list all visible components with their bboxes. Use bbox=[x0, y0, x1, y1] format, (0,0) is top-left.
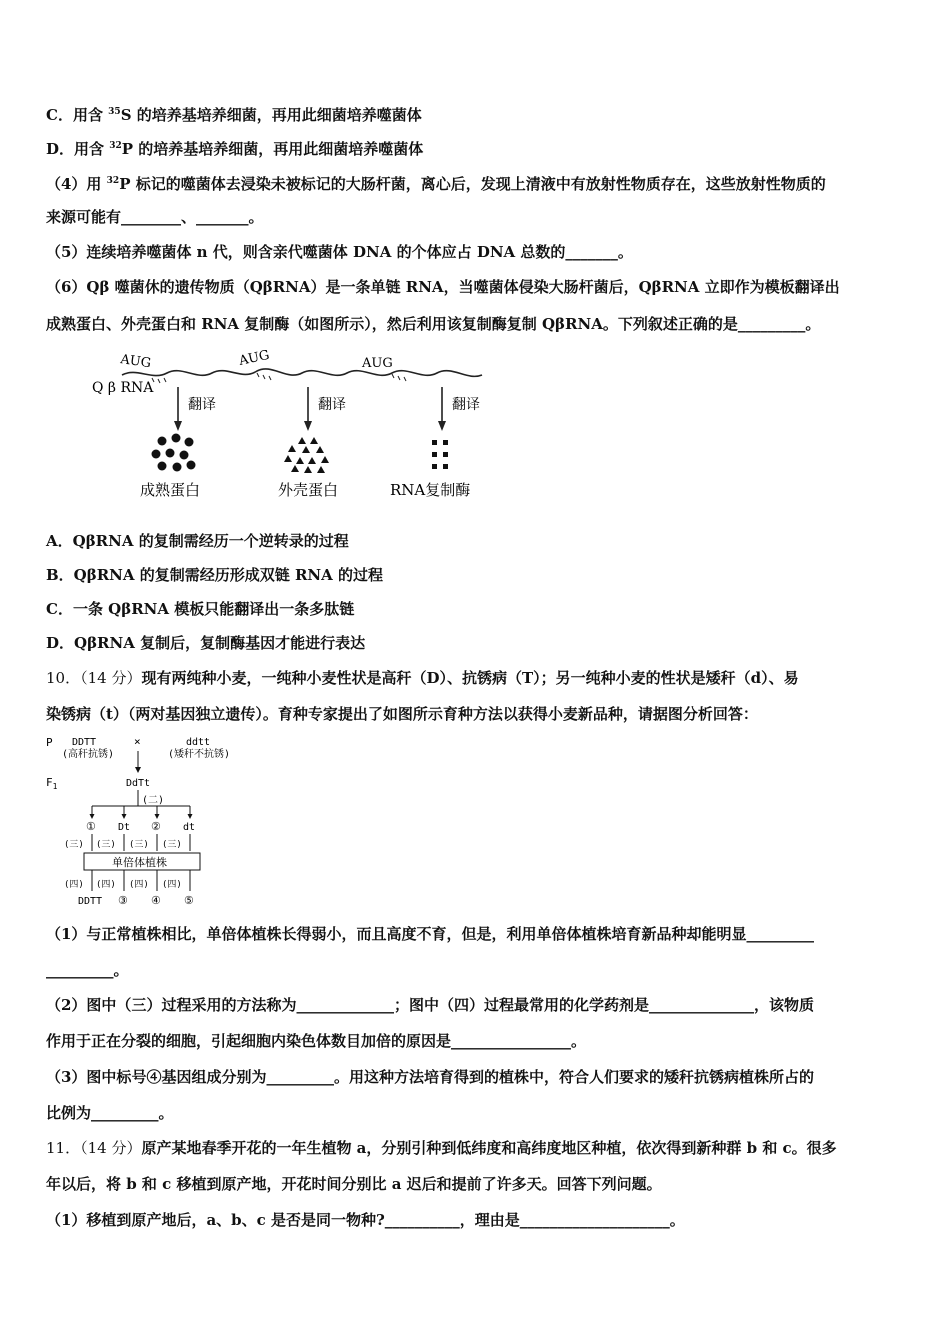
arrow-head-icon bbox=[174, 421, 182, 431]
question-11-line1 bbox=[46, 1137, 837, 1159]
qbeta-rna-label: Q β RNA bbox=[92, 380, 154, 396]
coat-protein-triangles bbox=[284, 437, 329, 473]
codon-label-2: AUG bbox=[237, 347, 271, 369]
step-4-label: (四) bbox=[96, 880, 116, 890]
parent2-desc: (矮秆不抗锈) bbox=[168, 749, 231, 760]
arrow-head-icon bbox=[304, 421, 312, 431]
result-2: ③ bbox=[118, 894, 128, 907]
translate-label-2: 翻译 bbox=[318, 397, 346, 413]
isotope-superscript: 35 bbox=[108, 107, 121, 117]
step-4-label: (四) bbox=[64, 880, 84, 890]
arrow-head-icon bbox=[90, 814, 193, 819]
subquestion-4-pre: （4）用 bbox=[46, 175, 107, 193]
product-coat-protein: 外壳蛋白 bbox=[278, 481, 339, 499]
step-3-label: (三) bbox=[96, 840, 116, 850]
q11-subquestion-1: （1）移植到原产地后，a、b、c 是否是同一物种?__________，理由是____________________。 bbox=[46, 1211, 685, 1229]
replicase-squares bbox=[432, 440, 448, 469]
step-3-label: (三) bbox=[162, 840, 182, 850]
option-c-text-post: S 的培养基培养细菌，再用此细菌培养噬菌体 bbox=[120, 106, 422, 124]
question-10-number: 10．（14 分） bbox=[46, 669, 142, 687]
gamete-arrows bbox=[92, 806, 190, 817]
question-10-stem-1: 现有两纯种小麦，一纯种小麦性状是高秆（D）、抗锈病（T）；另一纯种小麦的性状是矮秆（d）、易 bbox=[141, 669, 799, 687]
option-d-text-pre: D．用含 bbox=[46, 140, 110, 158]
gamete-1: ① bbox=[86, 820, 96, 833]
step-3-label: (三) bbox=[64, 840, 84, 850]
gamete-2: Dt bbox=[118, 822, 131, 833]
subquestion-5: （5）连续培养噬菌体 n 代，则含亲代噬菌体 DNA 的个体应占 DNA 总数的_______。 bbox=[46, 243, 633, 261]
cross-symbol: × bbox=[134, 735, 141, 748]
option-a: A．QβRNA 的复制需经历一个逆转录的过程 bbox=[46, 532, 349, 550]
question-11-stem-1: 原产某地春季开花的一年生植物 a，分别引种到低纬度和高纬度地区种植，依次得到新种群 b 和 c。很多 bbox=[141, 1139, 837, 1157]
haploid-plant-label: 单倍体植株 bbox=[112, 856, 167, 869]
option-c-text-pre: C．用含 bbox=[46, 106, 109, 124]
step-2-label: (二) bbox=[142, 795, 165, 806]
q10-subquestion-3-line2: 比例为_________。 bbox=[46, 1104, 174, 1122]
breeding-diagram bbox=[44, 733, 259, 913]
step-4-label: (四) bbox=[162, 880, 182, 890]
subquestion-4-line1 bbox=[46, 170, 826, 195]
result-3: ④ bbox=[151, 894, 161, 907]
parent1-desc: (高秆抗锈) bbox=[62, 749, 115, 760]
result-1: DDTT bbox=[78, 896, 103, 907]
subquestion-6-line1: （6）Qβ 噬菌休的遗传物质（QβRNA）是一条单链 RNA，当噬菌体侵染大肠杆菌后，QβRNA 立即作为模板翻译出 bbox=[46, 278, 840, 296]
subquestion-4-line2: 来源可能有________、_______。 bbox=[46, 208, 264, 226]
option-c: C．一条 QβRNA 模板只能翻译出一条多肽链 bbox=[46, 600, 355, 618]
translate-label-1: 翻译 bbox=[188, 397, 216, 413]
f1-label: $F_1$ bbox=[46, 776, 58, 791]
gamete-4: dt bbox=[183, 822, 196, 833]
product-mature-protein: 成熟蛋白 bbox=[140, 481, 201, 499]
step-4-label: (四) bbox=[129, 880, 149, 890]
option-d-line bbox=[46, 135, 423, 160]
mature-protein-dots bbox=[152, 434, 196, 472]
q10-subquestion-2-line2: 作用于正在分裂的细胞，引起细胞内染色体数目加倍的原因是________________。 bbox=[46, 1032, 587, 1050]
codon-ticks bbox=[152, 373, 406, 383]
codon-label-1: AUG bbox=[119, 352, 152, 372]
f1-genotype: DdTt bbox=[126, 778, 151, 789]
q10-subquestion-3-line1: （3）图中标号④基因组成分别为_________。用这种方法培育得到的植株中，符合人们要求的矮秆抗锈病植株所占的 bbox=[46, 1068, 814, 1086]
product-rna-replicase: RNA复制酶 bbox=[390, 481, 471, 499]
parent2-genotype: ddtt bbox=[186, 737, 211, 748]
isotope-superscript: 32 bbox=[109, 141, 122, 151]
question-11-number: 11．（14 分） bbox=[46, 1139, 142, 1157]
option-b: B．QβRNA 的复制需经历形成双链 RNA 的过程 bbox=[46, 566, 384, 584]
q10-subquestion-1-line2: _________。 bbox=[46, 961, 129, 979]
q10-subquestion-1-line1: （1）与正常植株相比，单倍体植株长得弱小，而且高度不育，但是，利用单倍体植株培育新品种却能明显_________ bbox=[46, 925, 814, 943]
parent1-genotype: DDTT bbox=[72, 737, 97, 748]
option-c-line bbox=[46, 101, 422, 126]
rna-strand bbox=[122, 369, 482, 376]
isotope-superscript: 32 bbox=[106, 176, 120, 186]
result-4: ⑤ bbox=[184, 894, 194, 907]
translate-label-3: 翻译 bbox=[452, 397, 480, 413]
question-10-line2: 染锈病（t）（两对基因独立遗传）。育种专家提出了如图所示育种方法以获得小麦新品种，请据图分析回答： bbox=[46, 705, 758, 723]
gamete-3: ② bbox=[151, 820, 161, 833]
subquestion-6-line2: 成熟蛋白、外壳蛋白和 RNA 复制酶（如图所示），然后利用该复制酶复制 QβRNA。下列叙述正确的是_________。 bbox=[46, 315, 821, 333]
q10-subquestion-2-line1: （2）图中（三）过程采用的方法称为_____________；图中（四）过程最常用的化学药剂是______________，该物质 bbox=[46, 996, 814, 1014]
step-3-label: (三) bbox=[129, 840, 149, 850]
option-d: D．QβRNA 复制后，复制酶基因才能进行表达 bbox=[46, 634, 366, 652]
arrow-head-icon bbox=[135, 767, 141, 773]
subquestion-4-post: P 标记的噬菌体去浸染未被标记的大肠杆菌，离心后，发现上清液中有放射性物质存在，这些放射性物质的 bbox=[119, 175, 826, 193]
codon-label-3: AUG bbox=[362, 356, 393, 371]
p-label: P bbox=[46, 736, 53, 749]
arrow-head-icon bbox=[438, 421, 446, 431]
question-10-line1 bbox=[46, 667, 799, 689]
qbeta-rna-figure bbox=[92, 345, 522, 510]
question-11-line2: 年以后，将 b 和 c 移植到原产地，开花时间分别比 a 迟后和提前了许多天。回答下列问题。 bbox=[46, 1175, 662, 1193]
option-d-text-post: P 的培养基培养细菌，再用此细菌培养噬菌体 bbox=[121, 140, 424, 158]
